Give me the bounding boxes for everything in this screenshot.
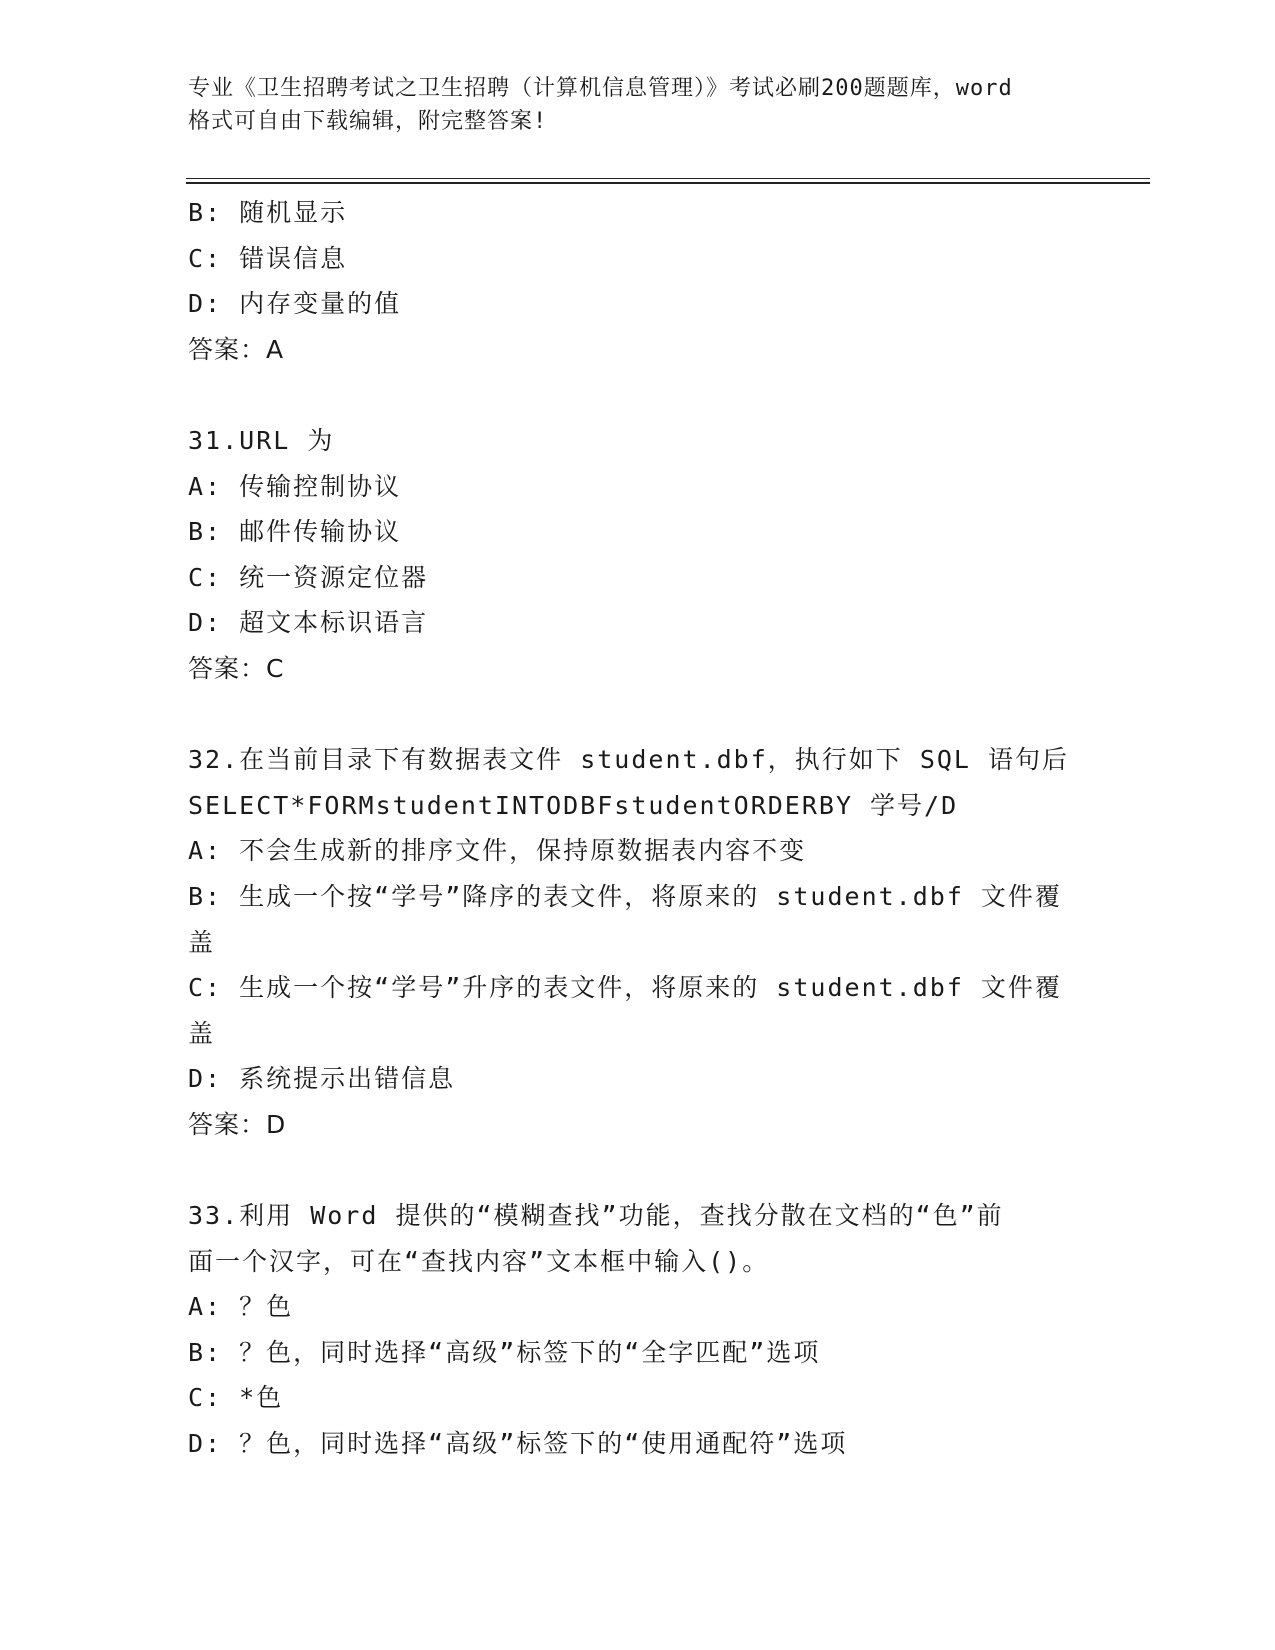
- header-title-line-2: 格式可自由下载编辑，附完整答案!: [188, 109, 548, 134]
- question-30-tail: [188, 190, 1088, 372]
- option-c-line-2: 盖: [188, 1018, 216, 1048]
- option-a: A: 不会生成新的排序文件，保持原数据表内容不变: [188, 836, 807, 866]
- question-stem-line-1: 33.利用 Word 提供的“模糊查找”功能，查找分散在文档的“色”前: [188, 1201, 1004, 1231]
- question-31: [188, 418, 1088, 692]
- document-header: [188, 72, 1088, 138]
- question-stem-line-2: 面一个汉字，可在“查找内容”文本框中输入()。: [188, 1246, 770, 1276]
- option-c: C: *色: [188, 1383, 284, 1413]
- option-c: C: 统一资源定位器: [188, 562, 429, 592]
- spacer: [188, 692, 1088, 738]
- option-a: A: 传输控制协议: [188, 471, 402, 501]
- option-b: B: ？色，同时选择“高级”标签下的“全字匹配”选项: [188, 1337, 821, 1367]
- question-stem-line-1: 32.在当前目录下有数据表文件 student.dbf，执行如下 SQL 语句后: [188, 745, 1070, 775]
- spacer: [188, 372, 1088, 418]
- option-d: D: 内存变量的值: [188, 289, 402, 319]
- option-d: D: 超文本标识语言: [188, 608, 429, 638]
- answer-line: 答案：A: [188, 334, 285, 364]
- option-c: C: 错误信息: [188, 243, 348, 273]
- option-b-line-1: B: 生成一个按“学号”降序的表文件，将原来的 student.dbf 文件覆: [188, 881, 1062, 911]
- header-rule-thin: [186, 178, 1150, 179]
- answer-line: 答案：D: [188, 1109, 287, 1139]
- option-b: B: 随机显示: [188, 198, 348, 227]
- question-32: [188, 737, 1088, 1147]
- header-rule-thick: [186, 182, 1150, 184]
- question-stem: 31.URL 为: [188, 425, 335, 455]
- question-stem-line-2: SELECT*FORMstudentINTODBFstudentORDERBY 学号/D: [188, 790, 959, 820]
- spacer: [188, 1147, 1088, 1193]
- option-c-line-1: C: 生成一个按“学号”升序的表文件，将原来的 student.dbf 文件覆: [188, 973, 1062, 1003]
- option-d: D: 系统提示出错信息: [188, 1064, 456, 1094]
- option-a: A: ？色: [188, 1292, 294, 1322]
- answer-line: 答案：C: [188, 653, 285, 683]
- option-b-line-2: 盖: [188, 927, 216, 957]
- header-title-line-1: 专业《卫生招聘考试之卫生招聘（计算机信息管理）》考试必刷200题题库，word: [188, 76, 1013, 101]
- option-d: D: ？色，同时选择“高级”标签下的“使用通配符”选项: [188, 1429, 848, 1459]
- question-list: [188, 190, 1088, 1467]
- question-33: [188, 1193, 1088, 1467]
- option-b: B: 邮件传输协议: [188, 517, 402, 547]
